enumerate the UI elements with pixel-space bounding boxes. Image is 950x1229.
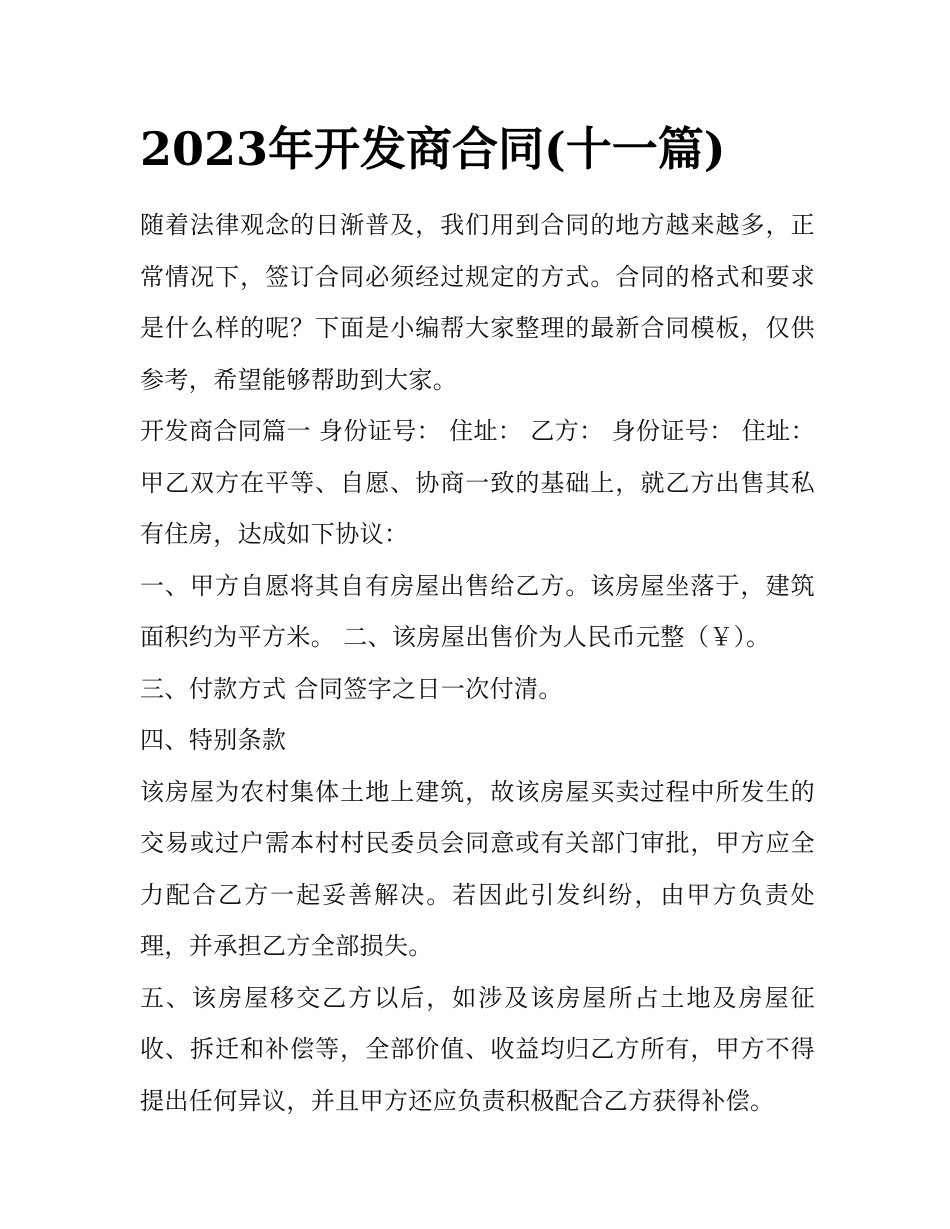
special-terms-paragraph: 该房屋为农村集体土地上建筑，故该房屋买卖过程中所发生的交易或过户需本村村民委员会同意或有关部门审批，甲方应全力配合乙方一起妥善解决。若因此引发纠纷，由甲方负责处理，并承担乙方全部损失。 — [140, 777, 815, 960]
clause-five-paragraph: 五、该房屋移交乙方以后，如涉及该房屋所占土地及房屋征收、拆迁和补偿等，全部价值、收益均归乙方所有，甲方不得提出任何异议，并且甲方还应负责积极配合乙方获得补偿。 — [140, 983, 815, 1115]
document-body — [140, 118, 815, 1127]
contract-parties-paragraph: 开发商合同篇一 身份证号： 住址： 乙方： 身份证号： 住址： 甲乙双方在平等、自愿、协商一致的基础上，就乙方出售其私有住房，达成如下协议： — [140, 417, 815, 548]
document-title: 2023年开发商合同(十一篇) — [140, 122, 726, 176]
clause-three-paragraph: 三、付款方式 合同签字之日一次付清。 — [140, 674, 563, 703]
clause-four-heading: 四、特别条款 — [140, 726, 287, 754]
clause-one-two-paragraph: 一、甲方自愿将其自有房屋出售给乙方。该房屋坐落于，建筑面积约为平方米。 二、该房屋出售价为人民币元整（￥）。 — [140, 571, 815, 651]
intro-paragraph: 随着法律观念的日渐普及，我们用到合同的地方越来越多，正常情况下，签订合同必须经过规定的方式。合同的格式和要求是什么样的呢？下面是小编帮大家整理的最新合同模板，仅供参考，希望能够帮助到大家。 — [140, 211, 815, 394]
